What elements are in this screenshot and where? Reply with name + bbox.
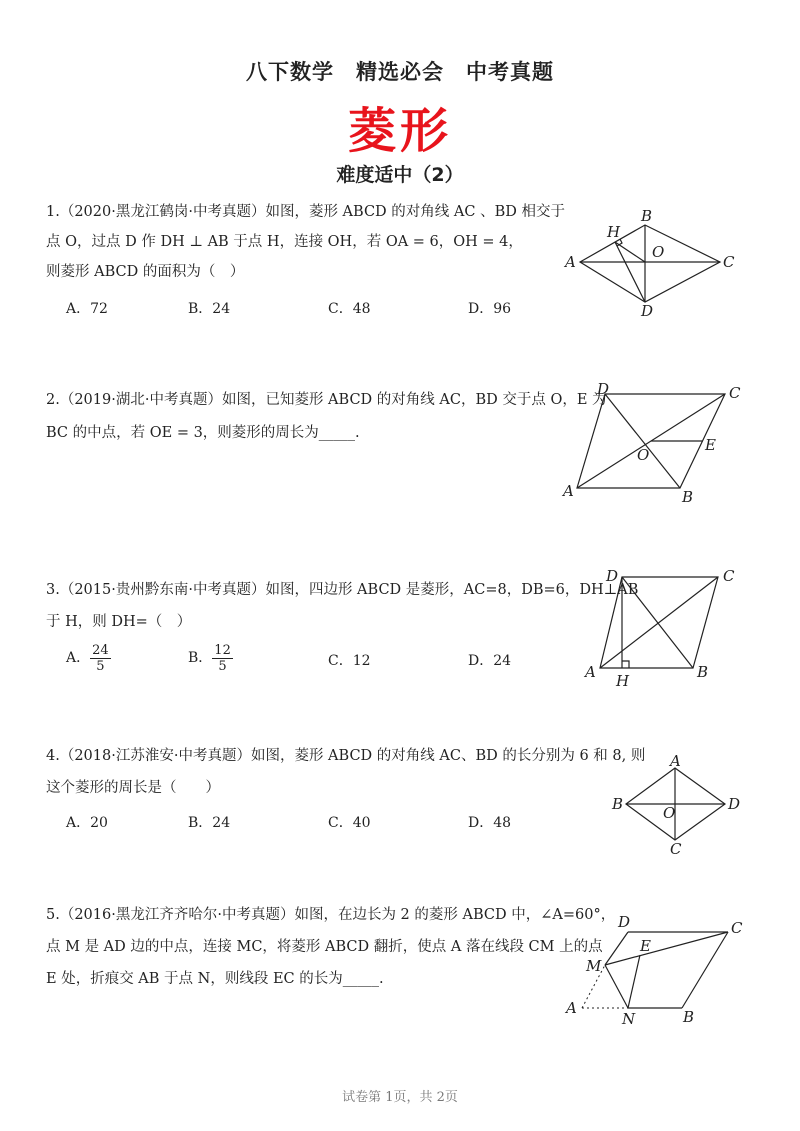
q2-fig-label-o: O [637,446,650,464]
q3-fig-label-h: H [616,672,630,690]
q1-figure [555,205,745,320]
q2-fig-label-d: D [597,380,610,398]
q4-fig-label-d: D [728,795,741,813]
difficulty-subtitle: 难度适中（2） [336,164,464,186]
q3-line-1: 3.（2015·贵州黔东南·中考真题）如图，四边形 ABCD 是菱形，AC=8，DB=6，DH⊥AB [46,582,639,598]
q1-option-c: C．48 [328,301,371,317]
q5-fig-label-n: N [622,1010,636,1025]
q1-option-b: B．24 [188,301,231,317]
header-line: 八下数学 精选必会 中考真题 [246,60,554,84]
q5-figure [560,905,750,1025]
q3-option-b-fraction [212,643,233,674]
page-footer: 试卷第 1页，共 2页 [342,1090,458,1105]
q3-option-d: D．24 [468,653,512,669]
q3-option-b-denominator: 5 [218,658,227,674]
q5-fig-label-e: E [640,937,651,955]
q2-line-2: BC 的中点，若 OE = 3，则菱形的周长为_____. [46,425,360,441]
q3-fig-label-d: D [606,567,619,585]
q5-fig-label-d: D [618,913,631,931]
q3-option-a-fraction [90,643,111,674]
q2-fig-label-c: C [729,384,741,402]
q3-fig-label-a: A [585,663,596,681]
q4-figure [608,752,748,860]
q4-line-1: 4.（2018·江苏淮安·中考真题）如图，菱形 ABCD 的对角线 AC、BD 的长分别为 6 和 8, 则 [46,748,646,764]
q2-line-1: 2.（2019·湖北·中考真题）如图，已知菱形 ABCD 的对角线 AC，BD 交于点 O，E 为 [46,392,607,408]
q1-option-a: A．72 [66,301,108,317]
q4-fig-label-a: A [670,752,681,770]
q5-fig-label-c: C [731,919,743,937]
q4-option-c: C．40 [328,815,371,831]
q2-fig-label-b: B [682,488,694,506]
q2-figure [555,378,755,508]
page-title: 菱形 [347,103,452,159]
q1-fig-label-b: B [641,207,653,225]
q3-option-a [66,640,111,676]
q5-line-2: 点 M 是 AD 边的中点，连接 MC，将菱形 ABCD 翻折，使点 A 落在线段 CM 上的点 [46,939,603,955]
q1-line-1: 1.（2020·黑龙江鹤岗·中考真题）如图，菱形 ABCD 的对角线 AC 、BD 相交于 [46,204,565,220]
q1-line-2: 点 O，过点 D 作 DH ⊥ AB 于点 H，连接 OH，若 OA = 6，OH = 4， [46,234,523,250]
q5-fig-label-m: M [586,957,602,975]
q4-option-d: D．48 [468,815,512,831]
q4-option-b: B．24 [188,815,231,831]
q5-fig-label-b: B [683,1008,695,1025]
q1-option-d: D．96 [468,301,512,317]
q1-fig-label-a: A [565,253,576,271]
q3-option-b [188,640,233,676]
q1-line-3: 则菱形 ABCD 的面积为（ ） [46,264,245,280]
q3-option-c: C．12 [328,653,371,669]
q1-fig-label-h: H [607,223,621,241]
q1-fig-label-o: O [652,243,665,261]
q3-option-b-label: B． [188,650,213,666]
q3-option-a-label: A． [66,650,91,666]
q4-line-2: 这个菱形的周长是（ ） [46,780,220,796]
q2-fig-label-a: A [563,482,574,500]
q3-option-a-numerator: 24 [92,642,109,658]
q5-line-1: 5.（2016·黑龙江齐齐哈尔·中考真题）如图，在边长为 2 的菱形 ABCD 中，∠A=60°， [46,907,616,923]
q1-fig-label-d: D [641,302,654,320]
q3-fig-label-b: B [697,663,709,681]
q1-fig-label-c: C [723,253,735,271]
q3-option-a-denominator: 5 [96,658,105,674]
q5-line-3: E 处，折痕交 AB 于点 N，则线段 EC 的长为_____. [46,971,384,987]
q3-figure [575,565,750,690]
q4-option-a: A．20 [66,815,108,831]
q2-fig-label-e: E [705,436,716,454]
q5-fig-label-a: A [566,999,577,1017]
q4-fig-label-o: O [663,804,676,822]
q4-fig-label-c: C [670,840,682,858]
q3-fig-label-c: C [723,567,735,585]
q4-fig-label-b: B [612,795,624,813]
q3-option-b-numerator: 12 [214,642,231,658]
q3-line-2: 于 H，则 DH=（ ） [46,614,192,630]
